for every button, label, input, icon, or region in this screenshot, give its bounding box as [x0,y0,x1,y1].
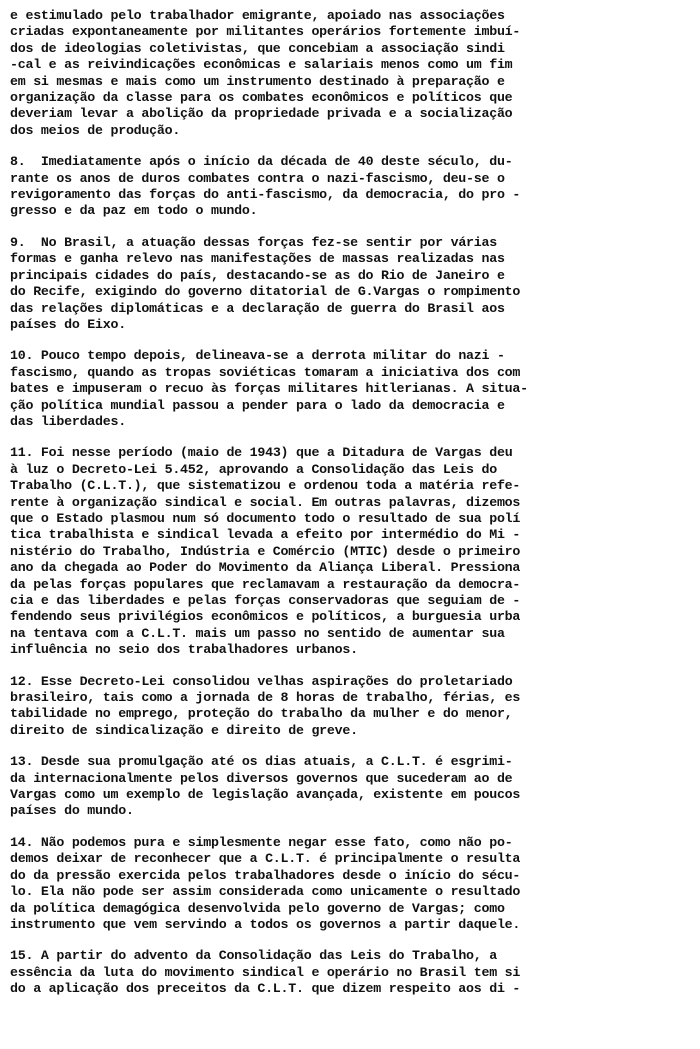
text-line [10,414,692,430]
line-text: nistério do Trabalho, Indústria e Comércio (MTIC) desde o primeiro [10,543,521,559]
paragraph-number: 11. [10,445,34,461]
text-line [10,706,692,722]
text-line [10,478,692,494]
text-line [10,593,692,609]
line-text: criadas expontaneamente por militantes operários fortemente imbuí- [10,24,521,40]
text-line [10,462,692,478]
line-text: países do mundo. [10,803,134,819]
line-text: lo. Ela não pode ser assim considerada como unicamente o resultado [10,884,521,900]
paragraph-number: 12. [10,673,34,689]
text-line [10,381,692,397]
line-text: rante os anos de duros combates contra o nazi-fascismo, deu-se o [10,170,505,186]
text-line [10,981,692,997]
text-line [10,527,692,543]
line-text: essência da luta do movimento sindical e operário no Brasil tem si [10,964,521,980]
line-text: da política demagógica desenvolvida pelo governo de Vargas; como [10,900,505,916]
line-text: influência no seio dos trabalhadores urbanos. [10,642,358,658]
line-text: do a aplicação dos preceitos da C.L.T. que dizem respeito aos di - [10,981,521,997]
line-text: revigoramento das forças do anti-fascismo, da democracia, do pro - [10,187,521,203]
line-text: ção política mundial passou a pender para o lado da democracia e [10,397,505,413]
line-text: tica trabalhista e sindical levada a efeito por intermédio do Mi - [10,527,521,543]
line-text: tabilidade no emprego, proteção do trabalho da mulher e do menor, [10,706,513,722]
text-line [10,203,692,219]
paragraph-number: 14. [10,834,34,850]
text-line [10,317,692,333]
line-text: Não podemos pura e simplesmente negar esse fato, como não po- [33,834,513,850]
line-text: bates e impuseram o recuo às forças militares hitlerianas. A situa- [10,381,528,397]
paragraph [10,835,692,933]
text-line [10,642,692,658]
line-text: das relações diplomáticas e a declaração de guerra do Brasil aos [10,300,505,316]
line-text: ano da chegada ao Poder do Movimento da Aliança Liberal. Pressiona [10,560,521,576]
line-text: cia e das liberdades e pelas forças conservadoras que seguiam de - [10,593,521,608]
text-line [10,754,692,770]
line-text: fendendo seus privilégios econômicos e políticos, a burguesia urba [10,609,521,625]
line-text: que o Estado plasmou num só documento todo o resultado de sua polí [10,510,521,526]
text-line [10,674,692,690]
line-text: organização da classe para os combates econômicos e políticos que [10,90,513,106]
line-text: instrumento que vem servindo a todos os governos a partir daquele. [10,916,521,932]
line-text: principais cidades do país, destacando-se as do Rio de Janeiro e [10,267,505,283]
text-line [10,398,692,414]
paragraph [10,674,692,740]
paragraph-number: 9. [10,234,26,250]
text-line [10,560,692,576]
text-line [10,965,692,981]
line-text: brasileiro, tais como a jornada de 8 horas de trabalho, férias, es [10,690,521,706]
line-text: deveriam levar a abolição da propriedade privada e a socialização [10,106,513,122]
line-text: Imediatamente após o início da década de 40 deste século, du- [25,154,513,170]
text-line [10,445,692,461]
text-line [10,626,692,642]
text-line [10,187,692,203]
line-text: em si mesmas e mais como um instrumento destinado à preparação e [10,73,505,89]
paragraph-number: 8. [10,154,26,170]
text-line [10,268,692,284]
line-text: da pelas forças populares que reclamavam a restauração da democra- [10,576,521,592]
paragraph [10,754,692,820]
line-text: -cal e as reivindicações econômicas e salariais menos como um fim [10,57,513,73]
text-line [10,348,692,364]
line-text: fascismo, quando as tropas soviéticas tomaram a iniciativa dos com [10,364,521,380]
text-line [10,24,692,40]
line-text: à luz o Decreto-Lei 5.452, aprovando a Consolidação das Leis do [10,461,497,477]
line-text: Esse Decreto-Lei consolidou velhas aspirações do proletariado [33,673,513,689]
line-text: No Brasil, a atuação dessas forças fez-se sentir por várias [25,234,497,250]
line-text: direito de sindicalização e direito de greve. [10,722,358,738]
paragraph [10,8,692,139]
line-text: da internacionalmente pelos diversos governos que sucederam ao de [10,770,513,786]
line-text: Foi nesse período (maio de 1943) que a Ditadura de Vargas deu [33,445,513,461]
paragraph [10,348,692,430]
line-text: formas e ganha relevo nas manifestações de massas realizadas nas [10,251,505,267]
line-text: gresso e da paz em todo o mundo. [10,203,258,219]
text-line [10,901,692,917]
text-line [10,284,692,300]
line-text: dos meios de produção. [10,122,181,138]
paragraph [10,154,692,220]
text-line [10,106,692,122]
line-text: Pouco tempo depois, delineava-se a derrota militar do nazi - [33,348,505,364]
paragraph-number: 15. [10,948,34,964]
text-line [10,301,692,317]
line-text: do da pressão exercida pelos trabalhadores desde o início do sécu- [10,867,521,883]
line-text: dos de ideologias coletivistas, que concebiam a associação sindi [10,40,505,56]
text-line [10,90,692,106]
text-line [10,787,692,803]
paragraph [10,948,692,997]
text-line [10,8,692,24]
text-line [10,577,692,593]
paragraph [10,235,692,333]
text-line [10,171,692,187]
text-line [10,690,692,706]
text-line [10,74,692,90]
line-text: Trabalho (C.L.T.), que sistematizou e ordenou toda a matéria refe- [10,478,521,494]
line-text: e estimulado pelo trabalhador emigrante, apoiado nas associações [10,8,505,23]
text-line [10,495,692,511]
text-line [10,365,692,381]
text-line [10,57,692,73]
line-text: demos deixar de reconhecer que a C.L.T. é principalmente o resulta [10,851,521,867]
line-text: países do Eixo. [10,316,126,332]
line-text: do Recife, exigindo do governo ditatorial de G.Vargas o rompimento [10,284,521,300]
text-line [10,884,692,900]
line-text: rente à organização sindical e social. Em outras palavras, dizemos [10,494,521,510]
paragraph [10,445,692,658]
text-line [10,948,692,964]
text-line [10,917,692,933]
line-text: Desde sua promulgação até os dias atuais, a C.L.T. é esgrimi- [33,754,513,770]
text-line [10,251,692,267]
text-line [10,803,692,819]
text-line [10,544,692,560]
text-line [10,511,692,527]
text-line [10,609,692,625]
paragraph-number: 10. [10,348,34,364]
paragraph-number: 13. [10,754,34,770]
text-line [10,835,692,851]
text-line [10,851,692,867]
text-line [10,123,692,139]
line-text: na tentava com a C.L.T. mais um passo no sentido de aumentar sua [10,625,505,641]
text-line [10,723,692,739]
text-line [10,771,692,787]
line-text: A partir do advento da Consolidação das Leis do Trabalho, a [33,948,497,964]
text-line [10,154,692,170]
text-line [10,41,692,57]
text-line [10,868,692,884]
line-text: Vargas como um exemplo de legislação avançada, existente em poucos [10,787,521,803]
line-text: das liberdades. [10,413,126,429]
text-line [10,235,692,251]
